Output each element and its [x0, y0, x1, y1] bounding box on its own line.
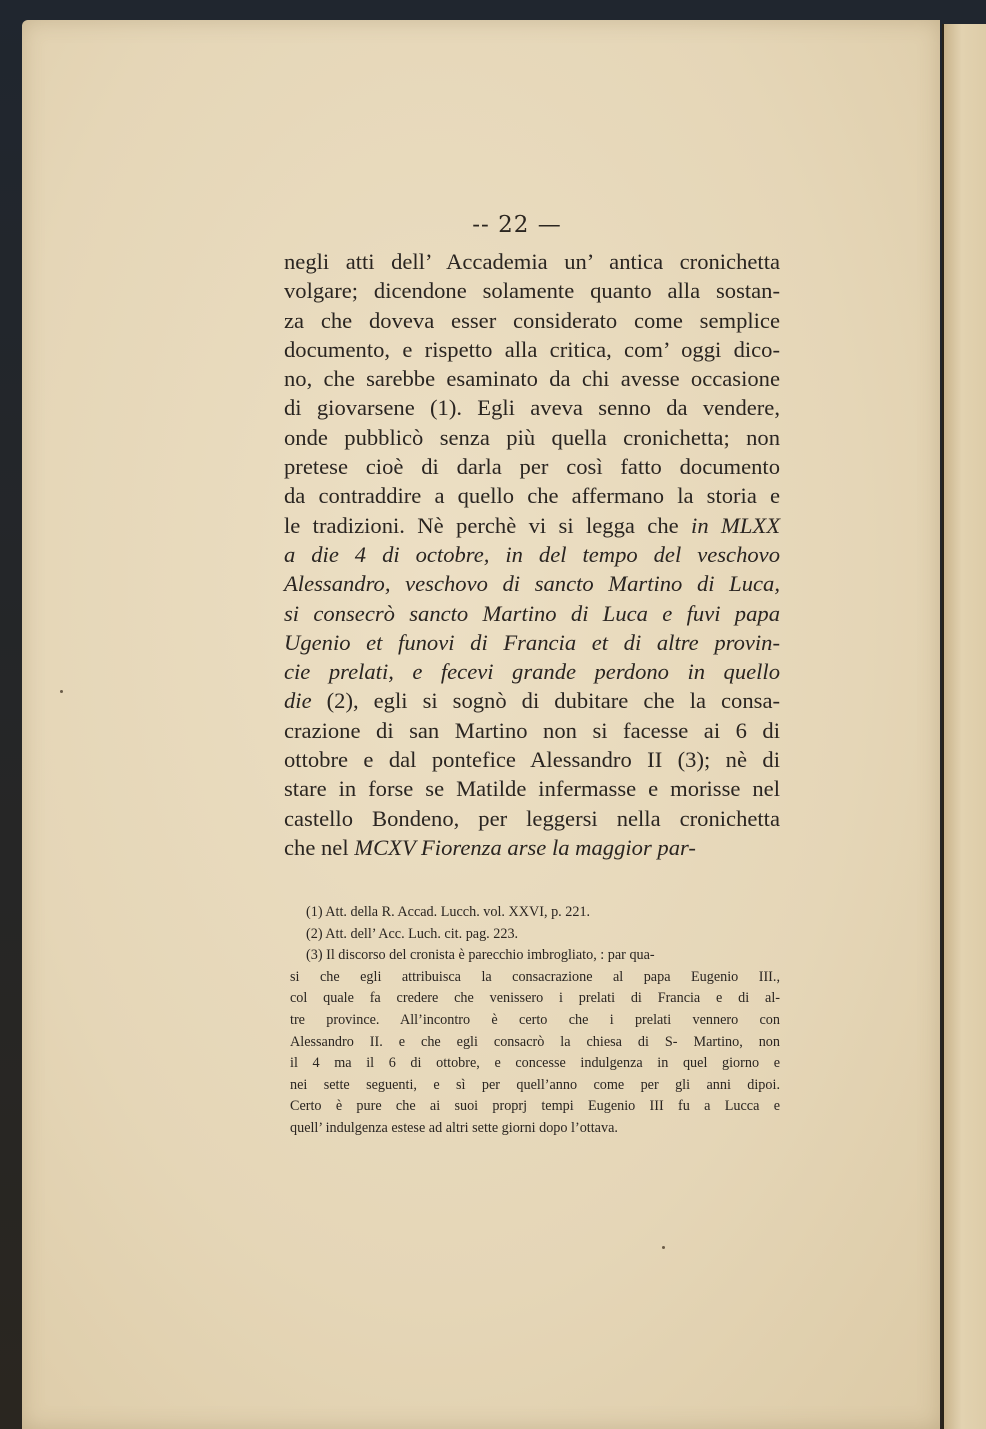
footnote-line: Certo è pure che ai suoi proprj tempi Eugenio III fu a Lucca e [290, 1098, 780, 1115]
text-segment: le tradizioni. Nè perchè vi si legga che [284, 512, 692, 538]
italic-quote-segment: cie prelati, e fecevi grande perdono in quello [284, 659, 780, 685]
body-line [284, 511, 780, 540]
body-line [284, 306, 780, 335]
paper-speck [662, 1246, 665, 1249]
footnotes [290, 902, 780, 1140]
text-segment: stare in forse se Matilde infermasse e morisse nel [284, 776, 780, 802]
body-line [284, 452, 780, 481]
footnote-line: il 4 ma il 6 di ottobre, e concesse indulgenza in quel giorno e [290, 1055, 780, 1072]
body-line [284, 247, 780, 276]
page-number: -- 22 — [472, 212, 562, 238]
body-line [284, 657, 780, 686]
footnote-line: (1) Att. della R. Accad. Lucch. vol. XXVI, p. 221. [306, 904, 591, 920]
text-segment: onde pubblicò senza più quella cronichetta; non [284, 424, 780, 450]
body-line [284, 335, 780, 364]
body-line [284, 423, 780, 452]
italic-quote-segment: in MLXX [691, 512, 780, 538]
body-line [284, 364, 780, 393]
text-segment: (2), egli si sognò di dubitare che la consa- [311, 688, 780, 714]
footnote-line: (3) Il discorso del cronista è parecchio imbrogliato, : par qua- [306, 947, 655, 964]
footnote-line: si che egli attribuisca la consacrazione al papa Eugenio III., [290, 968, 780, 985]
body-line [284, 276, 780, 305]
body-line [284, 628, 780, 657]
body-line [284, 686, 780, 715]
text-segment: no, che sarebbe esaminato da chi avesse occasione [284, 366, 780, 392]
body-line [284, 569, 780, 598]
italic-quote-segment: die [284, 688, 312, 714]
body-line [284, 745, 780, 774]
text-segment: pretese cioè di darla per così fatto documento [284, 454, 780, 480]
body-line [284, 599, 780, 628]
text-segment: volgare; dicendone solamente quanto alla sostan- [284, 278, 780, 304]
text-segment: che nel [284, 834, 355, 860]
italic-quote-segment: Ugenio et funovi di Francia et di altre provin- [284, 629, 780, 655]
body-line [284, 393, 780, 422]
body-text [284, 247, 780, 862]
body-line [284, 716, 780, 745]
footnote-line: tre province. All’incontro è certo che i prelati vennero con [290, 1011, 780, 1028]
body-line [284, 540, 780, 569]
footnote-line: (2) Att. dell’ Acc. Luch. cit. pag. 223. [306, 925, 519, 942]
body-line [284, 774, 780, 803]
italic-quote-segment: MCXV Fiorenza arse la maggior par- [354, 834, 696, 860]
text-segment: da contraddire a quello che affermano la storia e [284, 483, 780, 509]
text-segment: documento, e rispetto alla critica, com’ oggi dico- [284, 336, 780, 362]
text-segment: za che doveva esser considerato come semplice [284, 307, 780, 333]
footnote-line: nei sette seguenti, e sì per quell’anno come per gli anni dipoi. [290, 1076, 780, 1093]
italic-quote-segment: a die 4 di octobre, in del tempo del veschovo [284, 541, 780, 567]
footnote-line: quell’ indulgenza estese ad altri sette giorni dopo l’ottava. [290, 1119, 618, 1136]
text-segment: castello Bondeno, per leggersi nella cronichetta [284, 805, 780, 831]
italic-quote-segment: si consecrò sancto Martino di Luca e fuvi papa [284, 600, 780, 626]
paper-speck [60, 690, 63, 693]
text-segment: crazione di san Martino non si facesse ai 6 di [284, 717, 780, 743]
italic-quote-segment: Alessandro, veschovo di sancto Martino di Luca, [284, 571, 780, 597]
footnote-line: Alessandro II. e che egli consacrò la chiesa di S- Martino, non [290, 1033, 780, 1050]
body-line [284, 481, 780, 510]
text-segment: di giovarsene (1). Egli aveva senno da vendere, [284, 395, 780, 421]
text-segment: ottobre e dal pontefice Alessandro II (3); nè di [284, 747, 780, 773]
text-segment: negli atti dell’ Accademia un’ antica cronichetta [284, 249, 780, 274]
body-line [284, 804, 780, 833]
body-line [284, 833, 780, 862]
footnote-line: col quale fa credere che venissero i prelati di Francia e di al- [290, 990, 780, 1007]
